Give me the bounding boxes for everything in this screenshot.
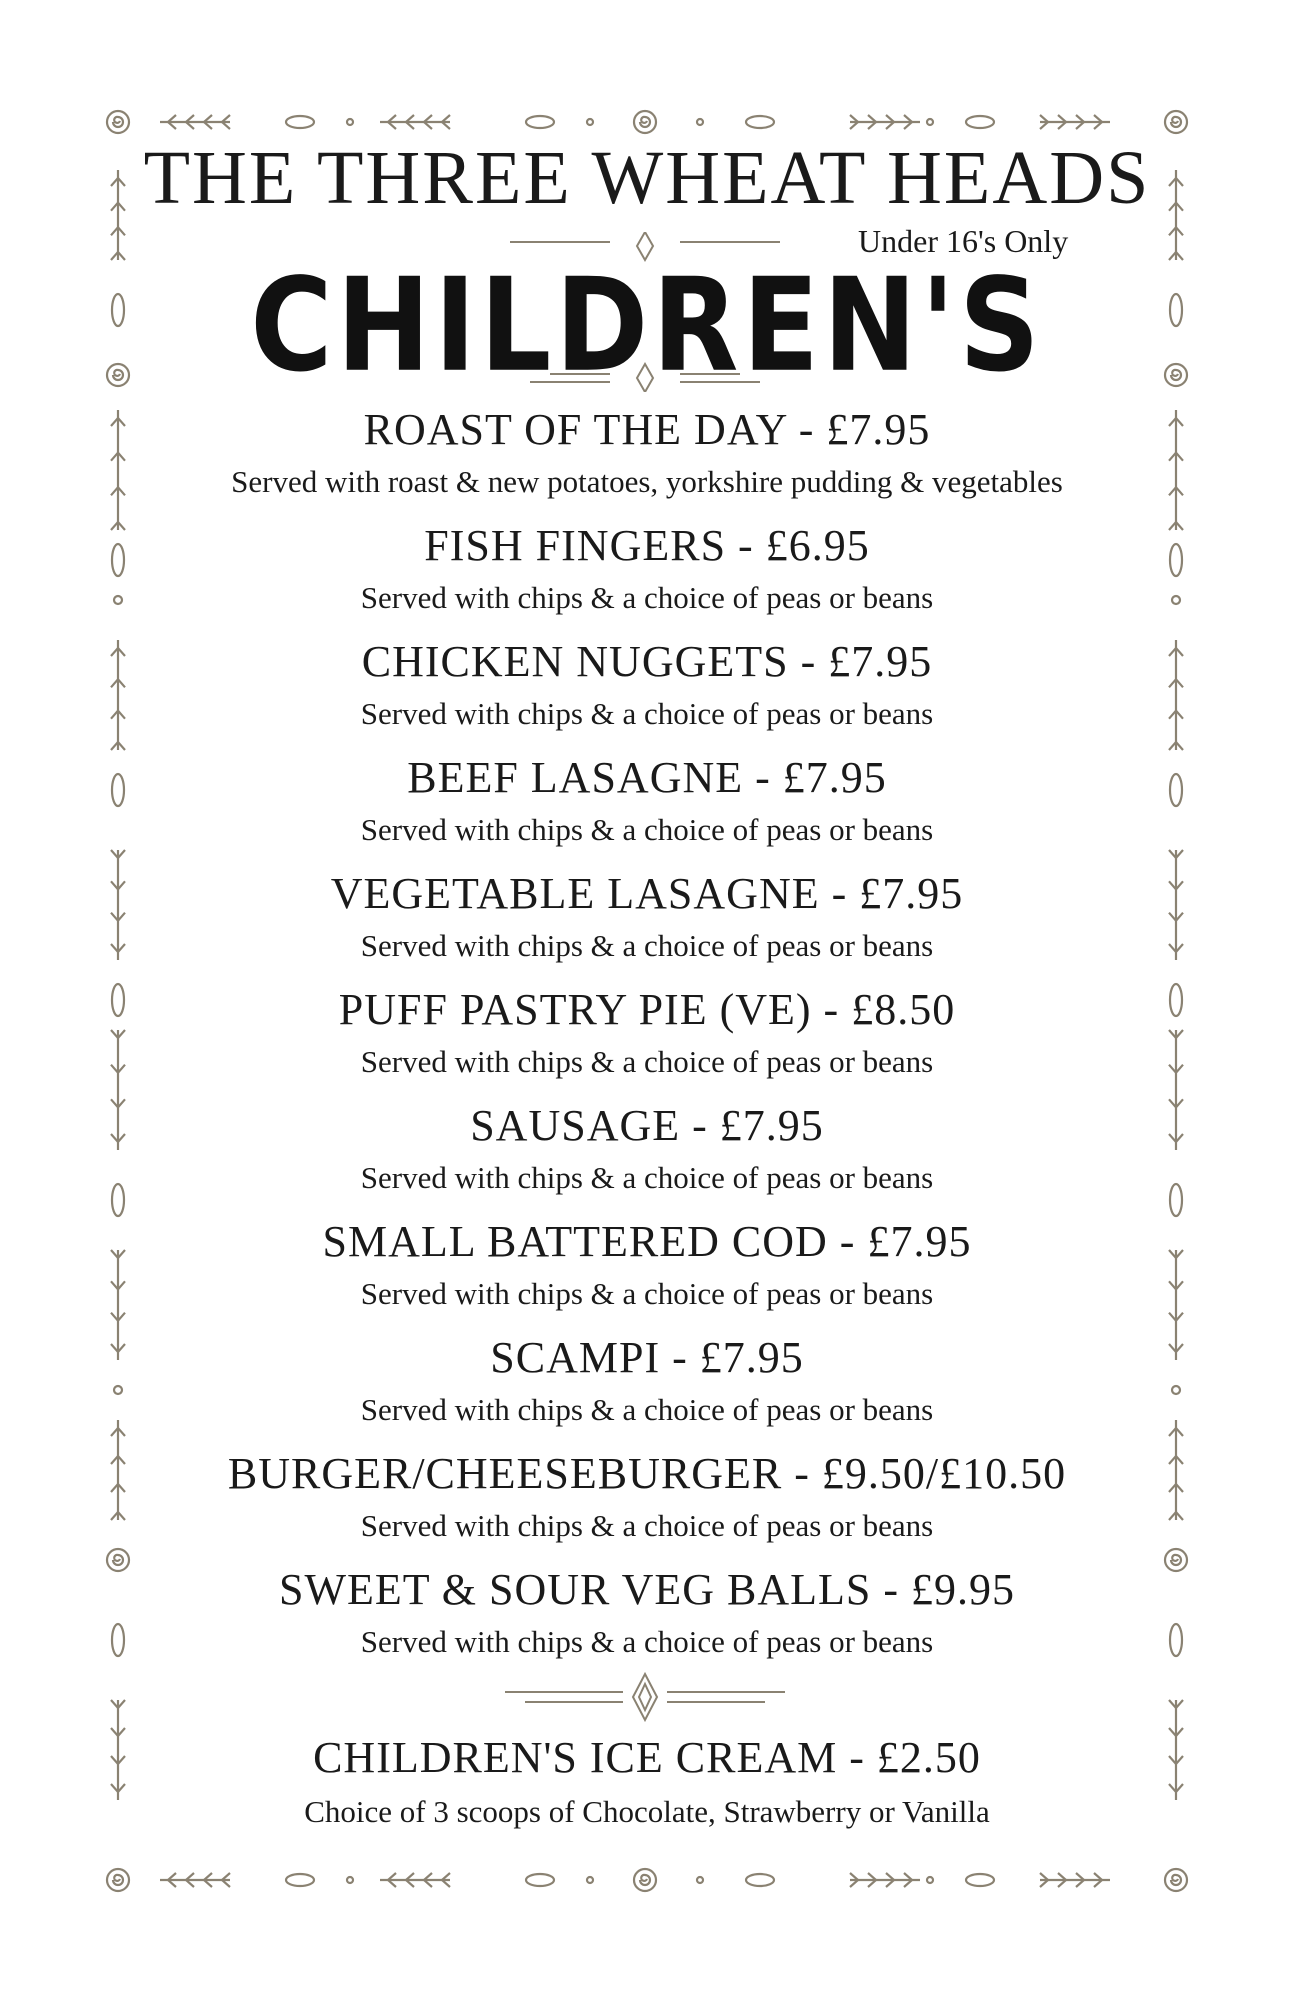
menu-item-description: Served with chips & a choice of peas or beans bbox=[360, 928, 934, 963]
menu-item-name: PUFF PASTRY PIE (VE) - £8.50 bbox=[338, 985, 956, 1034]
menu-item-description: Served with chips & a choice of peas or beans bbox=[360, 580, 934, 615]
menu-item-description: Served with chips & a choice of peas or beans bbox=[360, 812, 934, 847]
menu-item-name: VEGETABLE LASAGNE - £7.95 bbox=[330, 869, 964, 918]
menu-item-description: Served with roast & new potatoes, yorkshire pudding & vegetables bbox=[231, 464, 1063, 499]
menu-item-name: BEEF LASAGNE - £7.95 bbox=[407, 753, 887, 802]
menu-item-description: Served with chips & a choice of peas or beans bbox=[360, 1624, 934, 1659]
menu-item-name: SMALL BATTERED COD - £7.95 bbox=[322, 1217, 972, 1266]
menu-item-description: Served with chips & a choice of peas or beans bbox=[360, 1276, 934, 1311]
menu-item-name: FISH FINGERS - £6.95 bbox=[424, 521, 870, 570]
menu-title: CHILDREN'S bbox=[250, 251, 1044, 401]
menu-item-description: Served with chips & a choice of peas or beans bbox=[360, 1044, 934, 1079]
restaurant-name: THE THREE WHEAT HEADS bbox=[143, 136, 1151, 220]
menu-item-description: Served with chips & a choice of peas or beans bbox=[360, 1392, 934, 1427]
dessert-name: CHILDREN'S ICE CREAM - £2.50 bbox=[313, 1733, 981, 1782]
divider-ornament-bottom bbox=[495, 1670, 795, 1726]
dessert-description: Choice of 3 scoops of Chocolate, Strawberry or Vanilla bbox=[304, 1794, 990, 1829]
menu-item-name: CHICKEN NUGGETS - £7.95 bbox=[361, 637, 933, 686]
divider-ornament-top bbox=[490, 232, 800, 392]
menu-item-name: BURGER/CHEESEBURGER - £9.50/£10.50 bbox=[227, 1449, 1067, 1498]
age-note: Under 16's Only bbox=[858, 223, 1069, 259]
menu-item-description: Served with chips & a choice of peas or beans bbox=[360, 1508, 934, 1543]
menu-item-description: Served with chips & a choice of peas or beans bbox=[360, 1160, 934, 1195]
menu-item-name: SAUSAGE - £7.95 bbox=[470, 1101, 824, 1150]
menu-item-name: ROAST OF THE DAY - £7.95 bbox=[363, 405, 931, 454]
menu-item-name: SCAMPI - £7.95 bbox=[490, 1333, 804, 1382]
menu-item-description: Served with chips & a choice of peas or beans bbox=[360, 696, 934, 731]
menu-item-name: SWEET & SOUR VEG BALLS - £9.95 bbox=[278, 1565, 1016, 1614]
